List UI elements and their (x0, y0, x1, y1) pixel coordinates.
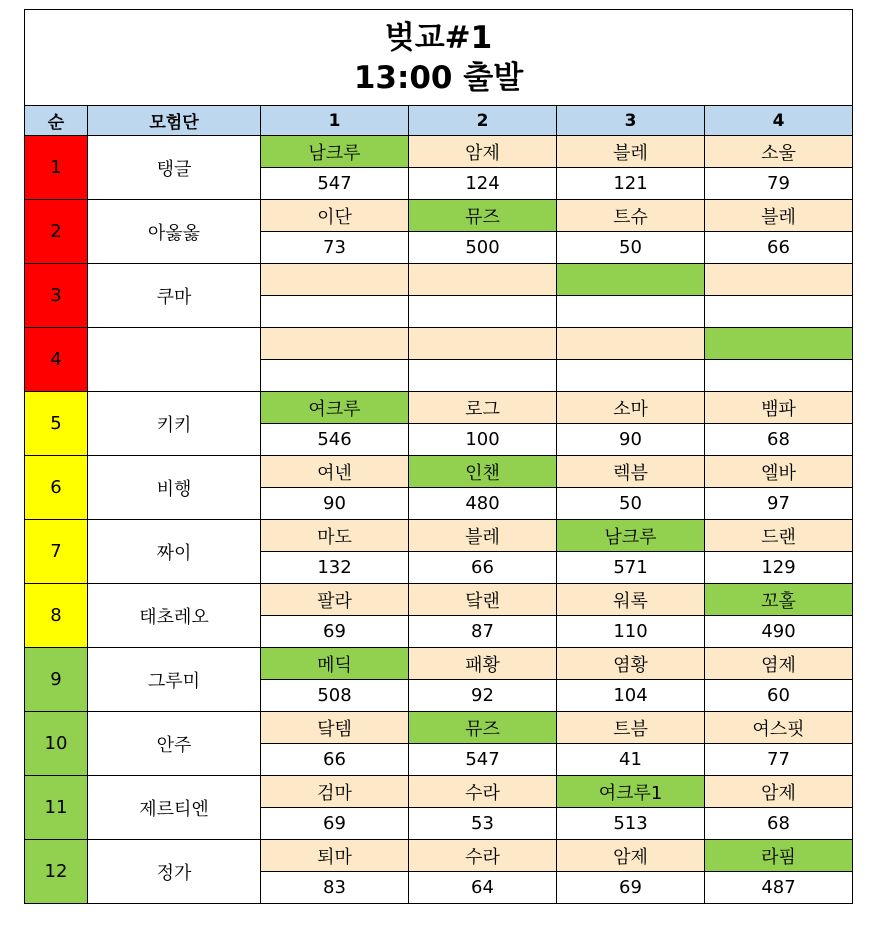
score-cell (261, 360, 409, 392)
job-cell: 소울 (705, 136, 853, 168)
job-cell: 암제 (557, 840, 705, 872)
title-block (25, 10, 853, 106)
rank-cell: 2 (25, 200, 88, 264)
score-cell: 92 (409, 680, 557, 712)
job-cell: 이단 (261, 200, 409, 232)
job-cell (261, 328, 409, 360)
score-cell: 490 (705, 616, 853, 648)
job-cell: 수라 (409, 776, 557, 808)
team-name-cell: 그루미 (88, 648, 261, 712)
party-role-row (25, 840, 853, 872)
party-role-row (25, 456, 853, 488)
header-team: 모험단 (88, 106, 261, 136)
score-cell: 132 (261, 552, 409, 584)
job-cell (409, 264, 557, 296)
score-cell: 124 (409, 168, 557, 200)
score-cell: 69 (261, 808, 409, 840)
score-cell: 79 (705, 168, 853, 200)
job-cell: 닼랜 (409, 584, 557, 616)
job-cell: 닼템 (261, 712, 409, 744)
team-name-cell: 비행 (88, 456, 261, 520)
rank-cell: 9 (25, 648, 88, 712)
rank-cell: 11 (25, 776, 88, 840)
score-cell: 66 (409, 552, 557, 584)
score-cell: 121 (557, 168, 705, 200)
score-cell: 487 (705, 872, 853, 904)
job-cell: 메딕 (261, 648, 409, 680)
job-cell: 인챈 (409, 456, 557, 488)
score-cell: 104 (557, 680, 705, 712)
rank-cell: 5 (25, 392, 88, 456)
job-cell: 소마 (557, 392, 705, 424)
team-name-cell: 태초레오 (88, 584, 261, 648)
score-cell (409, 360, 557, 392)
party-role-row (25, 776, 853, 808)
job-cell: 블레 (557, 136, 705, 168)
rank-cell: 6 (25, 456, 88, 520)
table-body (25, 10, 853, 904)
score-cell (705, 296, 853, 328)
score-cell: 87 (409, 616, 557, 648)
job-cell: 수라 (409, 840, 557, 872)
job-cell: 라핌 (705, 840, 853, 872)
team-name-cell: 제르티엔 (88, 776, 261, 840)
header-rank: 순 (25, 106, 88, 136)
party-role-row (25, 392, 853, 424)
party-role-row (25, 136, 853, 168)
party-role-row (25, 200, 853, 232)
job-cell: 팔라 (261, 584, 409, 616)
header-slot-2: 2 (409, 106, 557, 136)
party-role-row (25, 648, 853, 680)
raid-schedule-table (24, 9, 853, 904)
team-name-cell: 키키 (88, 392, 261, 456)
job-cell: 여크루 (261, 392, 409, 424)
team-name-cell: 안주 (88, 712, 261, 776)
score-cell: 110 (557, 616, 705, 648)
job-cell (261, 264, 409, 296)
score-cell (557, 360, 705, 392)
job-cell (557, 264, 705, 296)
score-cell: 97 (705, 488, 853, 520)
job-cell (409, 328, 557, 360)
score-cell: 69 (557, 872, 705, 904)
rank-cell: 4 (25, 328, 88, 392)
job-cell: 암제 (409, 136, 557, 168)
score-cell: 41 (557, 744, 705, 776)
score-cell (409, 296, 557, 328)
job-cell (557, 328, 705, 360)
job-cell: 드랜 (705, 520, 853, 552)
score-cell (261, 296, 409, 328)
rank-cell: 7 (25, 520, 88, 584)
score-cell: 64 (409, 872, 557, 904)
job-cell: 남크루 (261, 136, 409, 168)
job-cell: 뮤즈 (409, 200, 557, 232)
job-cell: 여넨 (261, 456, 409, 488)
party-role-row (25, 328, 853, 360)
rank-cell: 1 (25, 136, 88, 200)
job-cell: 염황 (557, 648, 705, 680)
score-cell: 90 (557, 424, 705, 456)
rank-cell: 12 (25, 840, 88, 904)
score-cell: 571 (557, 552, 705, 584)
party-role-row (25, 712, 853, 744)
job-cell: 뱀파 (705, 392, 853, 424)
job-cell: 남크루 (557, 520, 705, 552)
score-cell: 500 (409, 232, 557, 264)
departure-time: 13:00 출발 (353, 59, 524, 96)
job-cell: 트븜 (557, 712, 705, 744)
score-cell: 69 (261, 616, 409, 648)
team-name-cell: 정가 (88, 840, 261, 904)
score-cell: 547 (261, 168, 409, 200)
score-cell: 508 (261, 680, 409, 712)
job-cell: 뮤즈 (409, 712, 557, 744)
job-cell: 여스핏 (705, 712, 853, 744)
job-cell: 패황 (409, 648, 557, 680)
job-cell: 트슈 (557, 200, 705, 232)
score-cell: 547 (409, 744, 557, 776)
score-cell: 73 (261, 232, 409, 264)
rank-cell: 10 (25, 712, 88, 776)
job-cell (705, 328, 853, 360)
job-cell: 블레 (705, 200, 853, 232)
job-cell: 여크루1 (557, 776, 705, 808)
score-cell: 50 (557, 488, 705, 520)
team-name-cell: 쿠마 (88, 264, 261, 328)
team-name-cell: 짜이 (88, 520, 261, 584)
score-cell: 90 (261, 488, 409, 520)
job-cell: 로그 (409, 392, 557, 424)
team-name-cell (88, 328, 261, 392)
score-cell: 53 (409, 808, 557, 840)
score-cell: 66 (261, 744, 409, 776)
header-row (25, 106, 853, 136)
party-role-row (25, 520, 853, 552)
header-slot-3: 3 (557, 106, 705, 136)
job-cell: 염제 (705, 648, 853, 680)
score-cell: 66 (705, 232, 853, 264)
rank-cell: 3 (25, 264, 88, 328)
score-cell: 68 (705, 424, 853, 456)
job-cell (705, 264, 853, 296)
header-slot-1: 1 (261, 106, 409, 136)
score-cell: 50 (557, 232, 705, 264)
party-role-row (25, 584, 853, 616)
score-cell: 83 (261, 872, 409, 904)
job-cell: 마도 (261, 520, 409, 552)
score-cell (705, 360, 853, 392)
job-cell: 워록 (557, 584, 705, 616)
score-cell: 68 (705, 808, 853, 840)
party-role-row (25, 264, 853, 296)
team-name-cell: 아옳옳 (88, 200, 261, 264)
job-cell: 암제 (705, 776, 853, 808)
score-cell: 60 (705, 680, 853, 712)
header-slot-4: 4 (705, 106, 853, 136)
job-cell: 블레 (409, 520, 557, 552)
job-cell: 엘바 (705, 456, 853, 488)
score-cell (557, 296, 705, 328)
job-cell: 렉븜 (557, 456, 705, 488)
score-cell: 77 (705, 744, 853, 776)
score-cell: 100 (409, 424, 557, 456)
job-cell: 퇴마 (261, 840, 409, 872)
score-cell: 546 (261, 424, 409, 456)
sheet-title: 벚교#1 (384, 19, 493, 56)
score-cell: 129 (705, 552, 853, 584)
job-cell: 꼬홀 (705, 584, 853, 616)
job-cell: 검마 (261, 776, 409, 808)
score-cell: 480 (409, 488, 557, 520)
team-name-cell: 탱글 (88, 136, 261, 200)
score-cell: 513 (557, 808, 705, 840)
rank-cell: 8 (25, 584, 88, 648)
